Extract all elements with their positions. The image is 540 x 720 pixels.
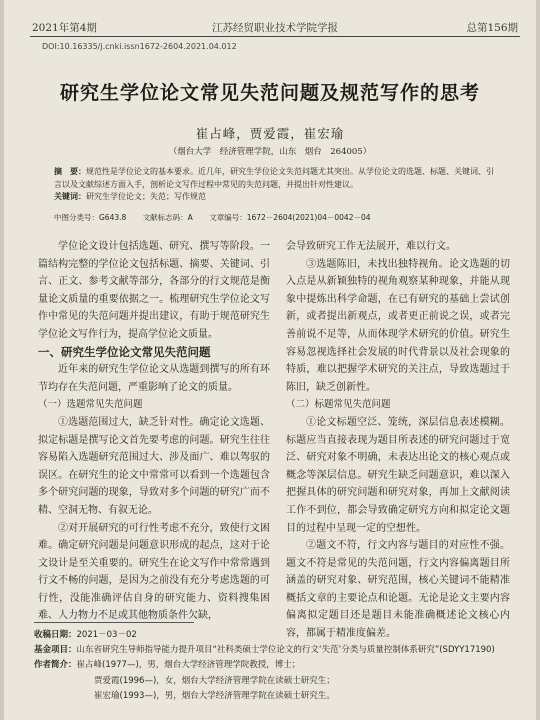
author-bio-1: 崔占峰(1977—)，男，烟台大学经济管理学院教授，博士；: [76, 660, 301, 671]
running-header: [32, 20, 518, 36]
keywords: 研究生学位论文；失范；写作规范: [86, 192, 206, 201]
subheading-title: （二）标题常见失范问题: [286, 399, 391, 411]
total-issue: 总第156期: [466, 22, 518, 34]
section1-paragraph: 近年来的研究生学位论文从选题到撰写的所有环节均存在失范问题，严重影响了论文的质量。: [38, 364, 270, 393]
document-code: 文献标志码：A: [142, 213, 193, 222]
abstract-label: 摘 要：: [54, 167, 86, 176]
classification-line: [54, 212, 494, 223]
section-heading-1: 一、研究生学位论文常见失范问题: [38, 344, 211, 359]
subheading-topic: （一）选题常见失范问题: [38, 399, 143, 411]
paragraph-scope: ①选题范围过大，缺乏针对性。确定论文选题、拟定标题是撰写论文首先要考虑的问题。研究生往往容易陷入选题研究范围过大、涉及面广、难以驾驭的误区。在研究生的论文中常常可以看到一个选题包含多个研究问题的现象，导致对多个问题的研究广而不精、空洞无物、有叙无论。: [38, 416, 270, 516]
author-bio-2: 贾爱霞(1996—)，女，烟台大学经济管理学院在读硕士研究生；: [94, 675, 335, 686]
received-date: 2021－03－02: [76, 630, 137, 640]
article-title: 研究生学位论文常见失范问题及规范写作的思考: [59, 82, 480, 104]
header-rule: [30, 36, 520, 37]
fund-text: 山东省研究生导师指导能力提升项目“社科类硕士学位论文的行文‘失范’分类与质量控制体系研究”(SDYY17190): [76, 645, 495, 656]
abstract: [54, 166, 494, 204]
clc-number: 中图分类号：G643.8: [54, 213, 127, 222]
author-bio-3: 崔宏瑜(1993—)，男，烟台大学经济管理学院在读硕士研究生。: [94, 690, 335, 701]
authors: 崔占峰，贾爱霞，崔宏瑜: [195, 126, 345, 141]
affiliation: （烟台大学 经济管理学院，山东 烟台 264005）: [168, 147, 372, 157]
footnote-rule: [34, 622, 194, 623]
paragraph-mismatch: ②题文不符，行文内容与题目的对应性不强。题文不符是常见的失范问题，行文内容偏离题目所涵盖的研究对象、研究范围，核心关键词不能精准概括文章的主要论点和论题。无论是论文主要内容偏离拟定题目还是题目未能准确概述论文核心内容，都属于精准度偏差。: [286, 540, 510, 640]
paragraph-novelty: ③选题陈旧，未找出独特视角。论文选题的切入点是从新颖独特的视角观察某种现象，并能从现象中提炼出科学命题，在已有研究的基础上尝试创新，或者提出新观点，或者更正前说之误，或者完善前说不足等，从而体现学术研究的价值。研究生容易忽视选择社会发展的时代背景以及社会现象的特质，难以把握学术研究的关注点，导致选题过于陈旧，缺乏创新性。: [286, 258, 510, 393]
keywords-label: 关键词：: [54, 192, 86, 201]
doi: DOI:10.16335/j.cnki.issn1672-2604.2021.04.012: [42, 42, 237, 51]
issue-number: 2021年第4期: [32, 22, 97, 34]
left-column: [38, 238, 270, 625]
right-column: [286, 238, 510, 643]
received-label: 收稿日期：: [34, 630, 77, 640]
article-number: 文章编号：1672－2604(2021)04－0042－04: [209, 213, 371, 222]
author-bio-label: 作者简介：: [34, 660, 77, 671]
abstract-text: 规范性是学位论文的基本要求。近几年，研究生学位论文失范问题尤其突出。从学位论文的选题、标题、关键词、引言以及文献综述方面入手，剖析论文写作过程中常见的失范问题，并提出针对性建议。: [54, 167, 494, 189]
fund-label: 基金项目：: [34, 645, 77, 656]
intro-paragraph: 学位论文设计包括选题、研究、撰写等阶段。一篇结构完整的学位论文包括标题、摘要、关键词、引言、正文、参考文献等部分，各部分的行文规范是衡量论文质量的重要依据之一。梳理研究生学位论文写作中常见的失范问题并提出建议，有助于规范研究生学位论文写作行为，提高学位论文质量。: [38, 241, 270, 340]
journal-name: 江苏经贸职业技术学院学报: [212, 22, 338, 34]
paragraph-feasibility: ②对开展研究的可行性考虑不充分，致使行文困难。确定研究问题是问题意识形成的起点，这对于论文设计是至关重要的。研究生在论文写作中常常遇到行文不畅的问题，是因为之前没有充分考虑选题的可行性，没能准确评估自身的研究能力、资料搜集困难、人力物力不足或其他物质条件欠缺，: [38, 522, 270, 622]
paragraph-continued: 会导致研究工作无法展开，难以行文。: [286, 241, 456, 252]
journal-page: [4, 0, 536, 720]
footnotes: [34, 628, 514, 704]
paragraph-vague-title: ①论文标题空泛、笼统，深层信息表述模糊。标题应当直接表现为题目所表述的研究问题过于宽泛、研究对象不明确，未表达出论文的核心观点或概念等深层信息。研究生缺乏问题意识，难以深入把握具体的研究问题和研究对象，再加上文献阅读工作不到位，都会导致确定研究方向和拟定论文题目的过程中呈现一定的空想性。: [286, 416, 510, 534]
